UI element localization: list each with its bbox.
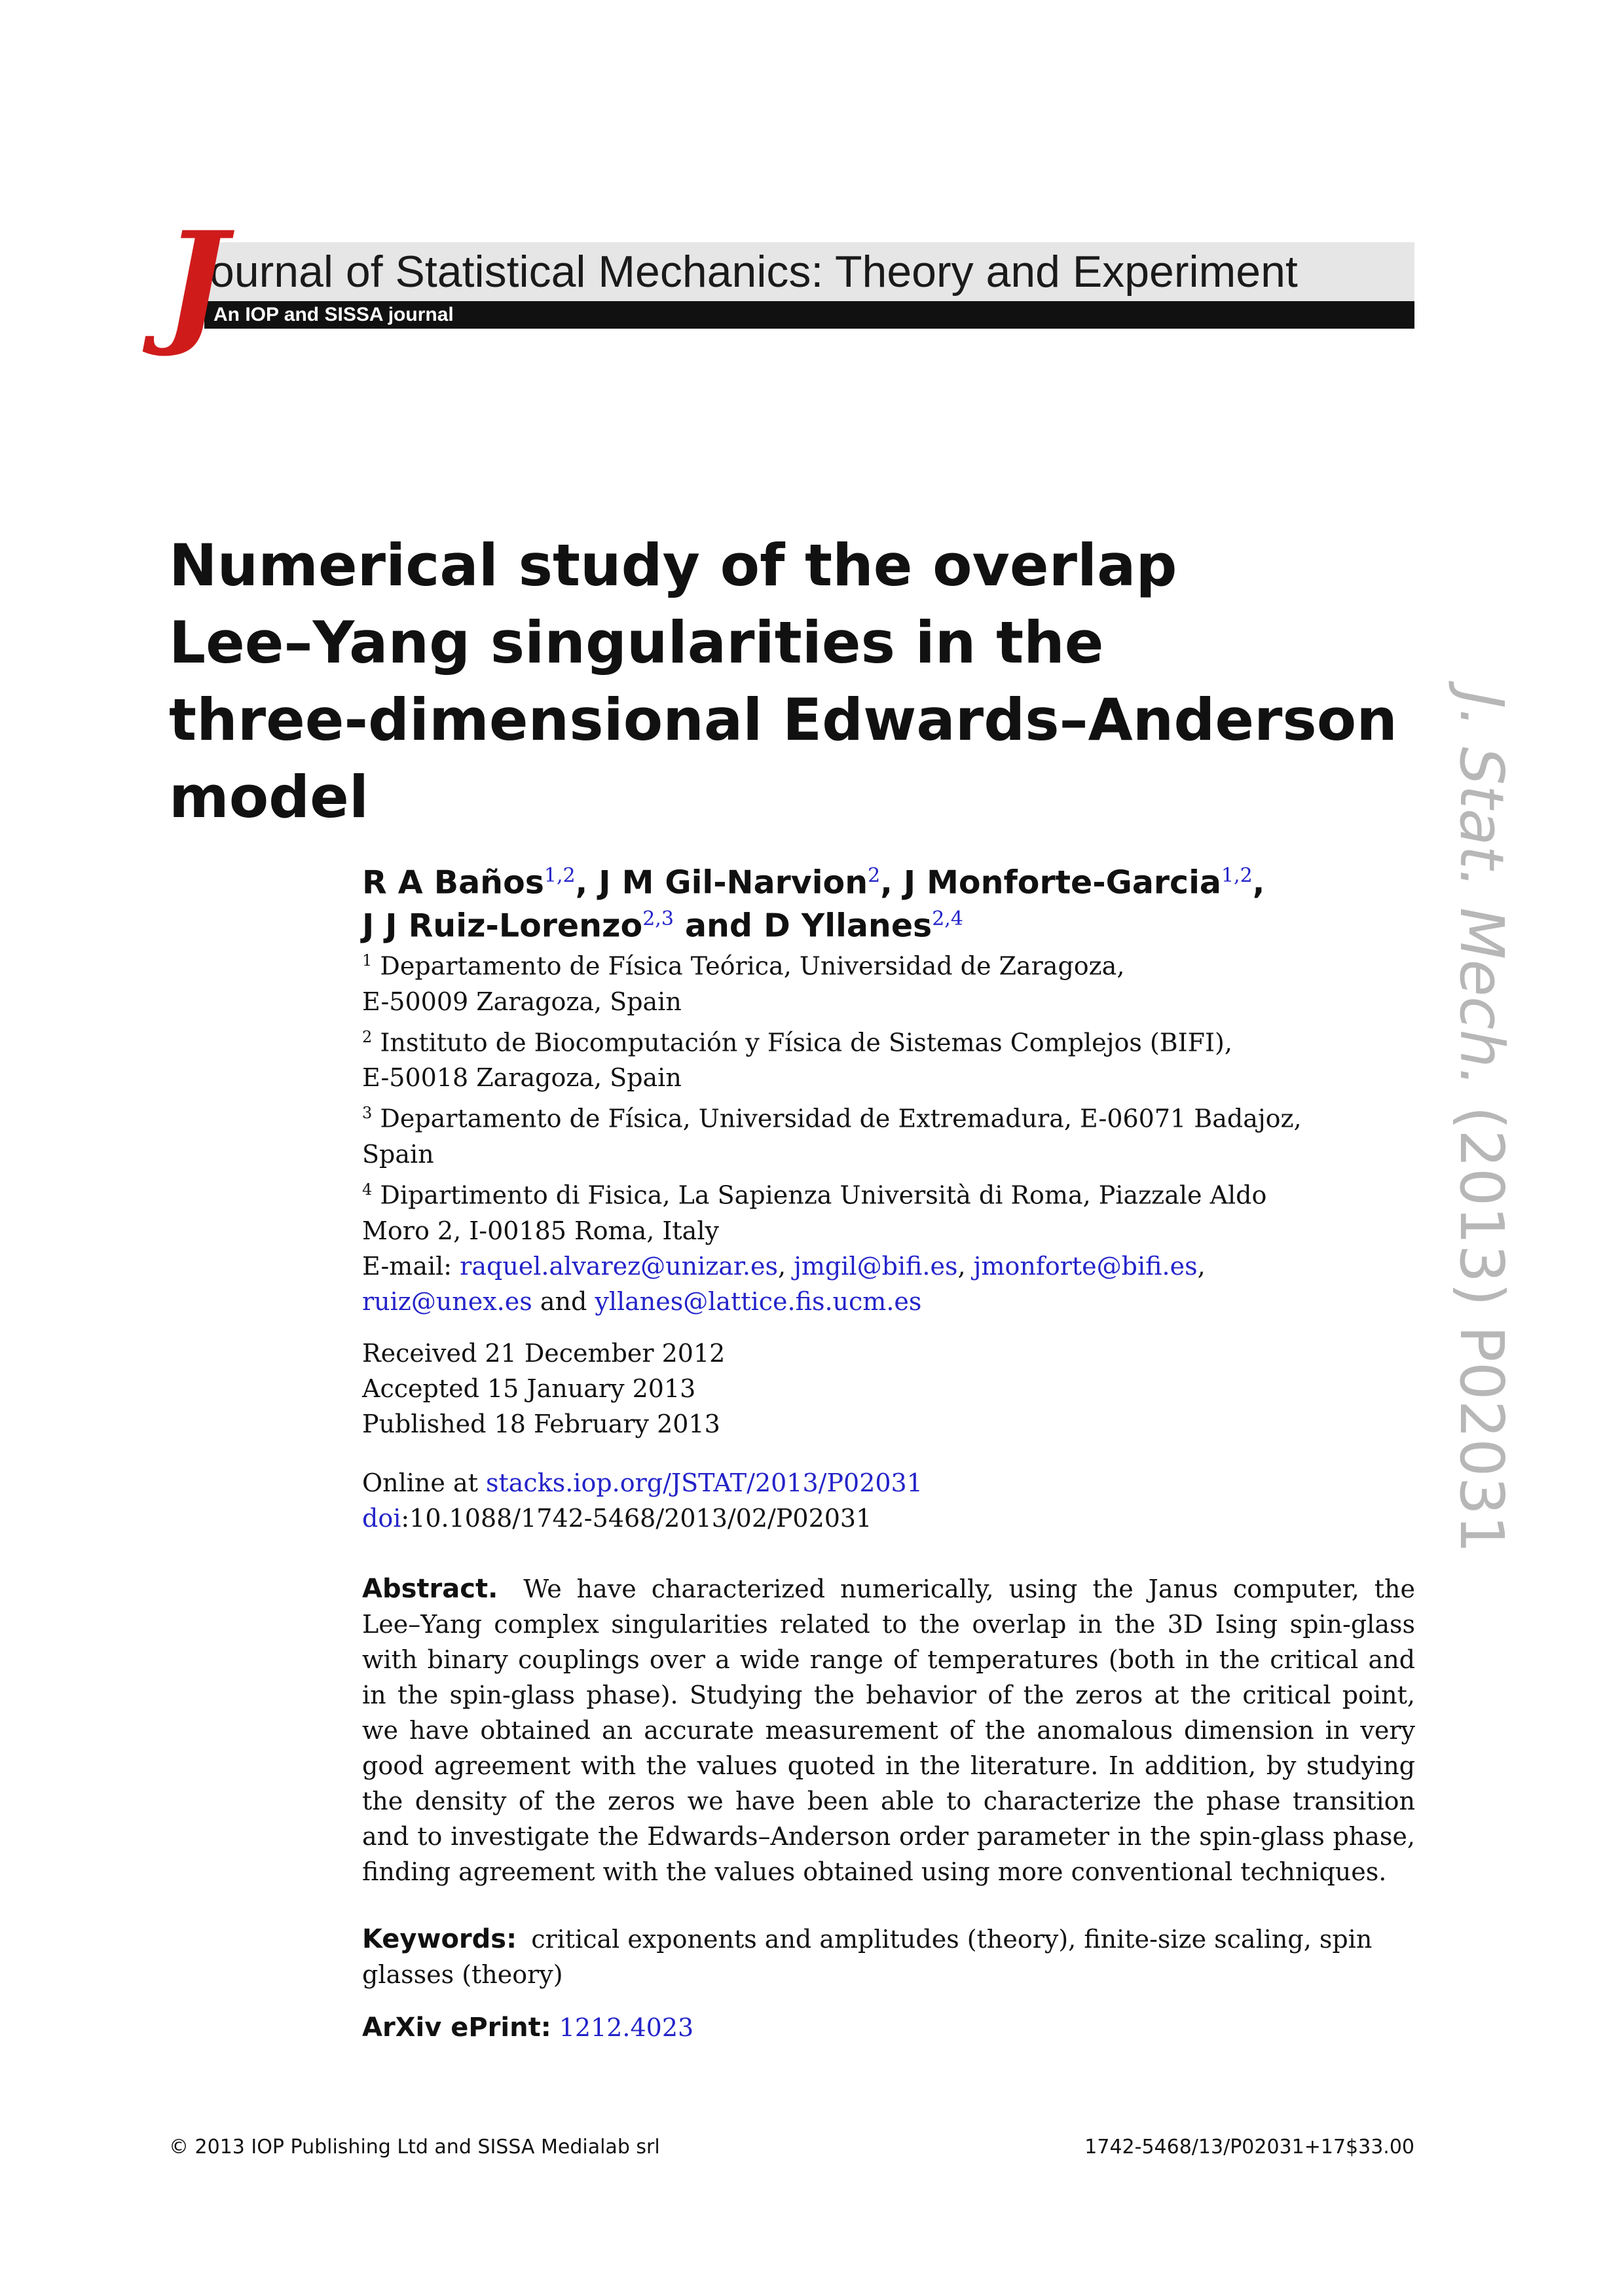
author-affil-ref[interactable]: 2,3: [642, 907, 674, 931]
published-date: Published 18 February 2013: [362, 1410, 720, 1438]
email-link[interactable]: ruiz@unex.es: [362, 1286, 532, 1316]
journal-title: ournal of Statistical Mechanics: Theory and Experiment: [210, 247, 1298, 297]
email-link[interactable]: jmgil@bifi.es: [794, 1251, 958, 1281]
author-affil-ref[interactable]: 1,2: [544, 864, 576, 887]
author-name: R A Baños: [362, 864, 544, 902]
keywords-label: Keywords:: [362, 1924, 517, 1954]
author-affil-ref[interactable]: 2: [868, 864, 881, 887]
author-list: R A Baños$^{1,2}$, J M Gil-Narvion$^2$, J Monforte-Garcia$^{1,2}$, J J Ruiz-Lorenzo$^{2,3}$ and D Yllanes$^{2,4}$: [362, 864, 1265, 945]
arxiv-label: ArXiv ePrint:: [362, 2013, 551, 2043]
journal-subtitle: An IOP and SISSA journal: [213, 304, 454, 325]
author-name: and D Yllanes: [673, 907, 932, 945]
author-name: , J M Gil-Narvion: [575, 864, 868, 902]
affiliation-4: $^4$ Dipartimento di Fisica, La Sapienza Università di Roma, Piazzale Aldo: [362, 1180, 1267, 1210]
arxiv-link[interactable]: 1212.4023: [559, 2013, 694, 2042]
abstract: Abstract. We have characterized numerically, using the Janus computer, the Lee–Yang complex singularities related to the overlap in the 3D Ising spin-glass with binary couplings over a wide range of temperatures (both in the critical and in the spin-glass phase). Studying the behavior of the zeros at the critical point, we have obtained an accurate measurement of the anomalous dimension in very good agreement with the values quoted in the literature. In addition, by studying the density of the zeros we have been able to characterize the phase transition and to investigate the Edwards–Anderson order parameter in the spin-glass phase, finding agreement with the values obtained using more conventional techniques.: [362, 1574, 1415, 1886]
copyright-footer: © 2013 IOP Publishing Ltd and SISSA Medialab srl: [169, 2136, 660, 2159]
side-citation: J. Stat. Mech. (2013) P02031: [1447, 691, 1517, 1554]
paper-title: [169, 527, 1413, 836]
email-line: E-mail: raquel.alvarez@unizar.es, jmgil@bifi.es, jmonforte@bifi.es,: [362, 1251, 1206, 1281]
journal-masthead: [164, 203, 1414, 360]
affiliation-3: $^3$ Departamento de Física, Universidad de Extremadura, E-06071 Badajoz,: [362, 1104, 1302, 1133]
email-link[interactable]: yllanes@lattice.fis.ucm.es: [595, 1286, 922, 1316]
email-link[interactable]: raquel.alvarez@unizar.es: [460, 1251, 778, 1281]
title-line: three-dimensional Edwards–Anderson: [169, 686, 1397, 754]
issn-footer: 1742-5468/13/P02031+17$33.00: [1084, 2136, 1414, 2159]
affiliation-1: $^1$ Departamento de Física Teórica, Universidad de Zaragoza,: [362, 951, 1125, 981]
abstract-label: Abstract.: [362, 1574, 498, 1604]
received-date: Received 21 December 2012: [362, 1339, 726, 1368]
journal-initial-logo: J: [164, 203, 227, 360]
online-url-link[interactable]: stacks.iop.org/JSTAT/2013/P02031: [485, 1468, 923, 1497]
title-line: Lee–Yang singularities in the: [169, 609, 1104, 676]
title-line: Numerical study of the overlap: [169, 532, 1177, 599]
arxiv-eprint: [362, 2010, 693, 2045]
author-affil-ref[interactable]: 2,4: [932, 907, 963, 931]
email-link[interactable]: jmonforte@bifi.es: [973, 1251, 1198, 1281]
keywords: Keywords: critical exponents and amplitudes (theory), finite-size scaling, spin glasses (theory): [362, 1924, 1373, 1989]
publication-dates: [362, 1336, 1416, 1442]
online-info: Online at stacks.iop.org/JSTAT/2013/P02031 doi:10.1088/1742-5468/2013/02/P02031: [362, 1468, 923, 1533]
affiliations: $^1$ Departamento de Física Teórica, Universidad de Zaragoza, E-50009 Zaragoza, Spain $^2$ Instituto de Biocomputación y Física de Sistemas Complejos (BIFI), E-50018 Zaragoza, Spain $^3$ Departamento de Física, Universidad de Extremadura, E-06071 Badajoz, Spain $^4$ Dipartimento di Fisica, La Sapienza Università di Roma, Piazzale Aldo Moro 2, I-00185 Roma, Italy E-mail: raquel.alvarez@unizar.es, jmgil@bifi.es, jmonforte@bifi.es, ruiz@unex.es and yllanes@lattice.fis.ucm.es: [362, 943, 1416, 1319]
affiliation-2: $^2$ Instituto de Biocomputación y Física de Sistemas Complejos (BIFI),: [362, 1027, 1232, 1057]
author-name: , J Monforte-Garcia: [880, 864, 1221, 902]
author-name: J J Ruiz-Lorenzo: [362, 907, 643, 945]
author-affil-ref[interactable]: 1,2: [1221, 864, 1253, 887]
doi-link[interactable]: doi: [362, 1504, 401, 1533]
title-line: model: [169, 763, 369, 831]
accepted-date: Accepted 15 January 2013: [362, 1374, 696, 1403]
